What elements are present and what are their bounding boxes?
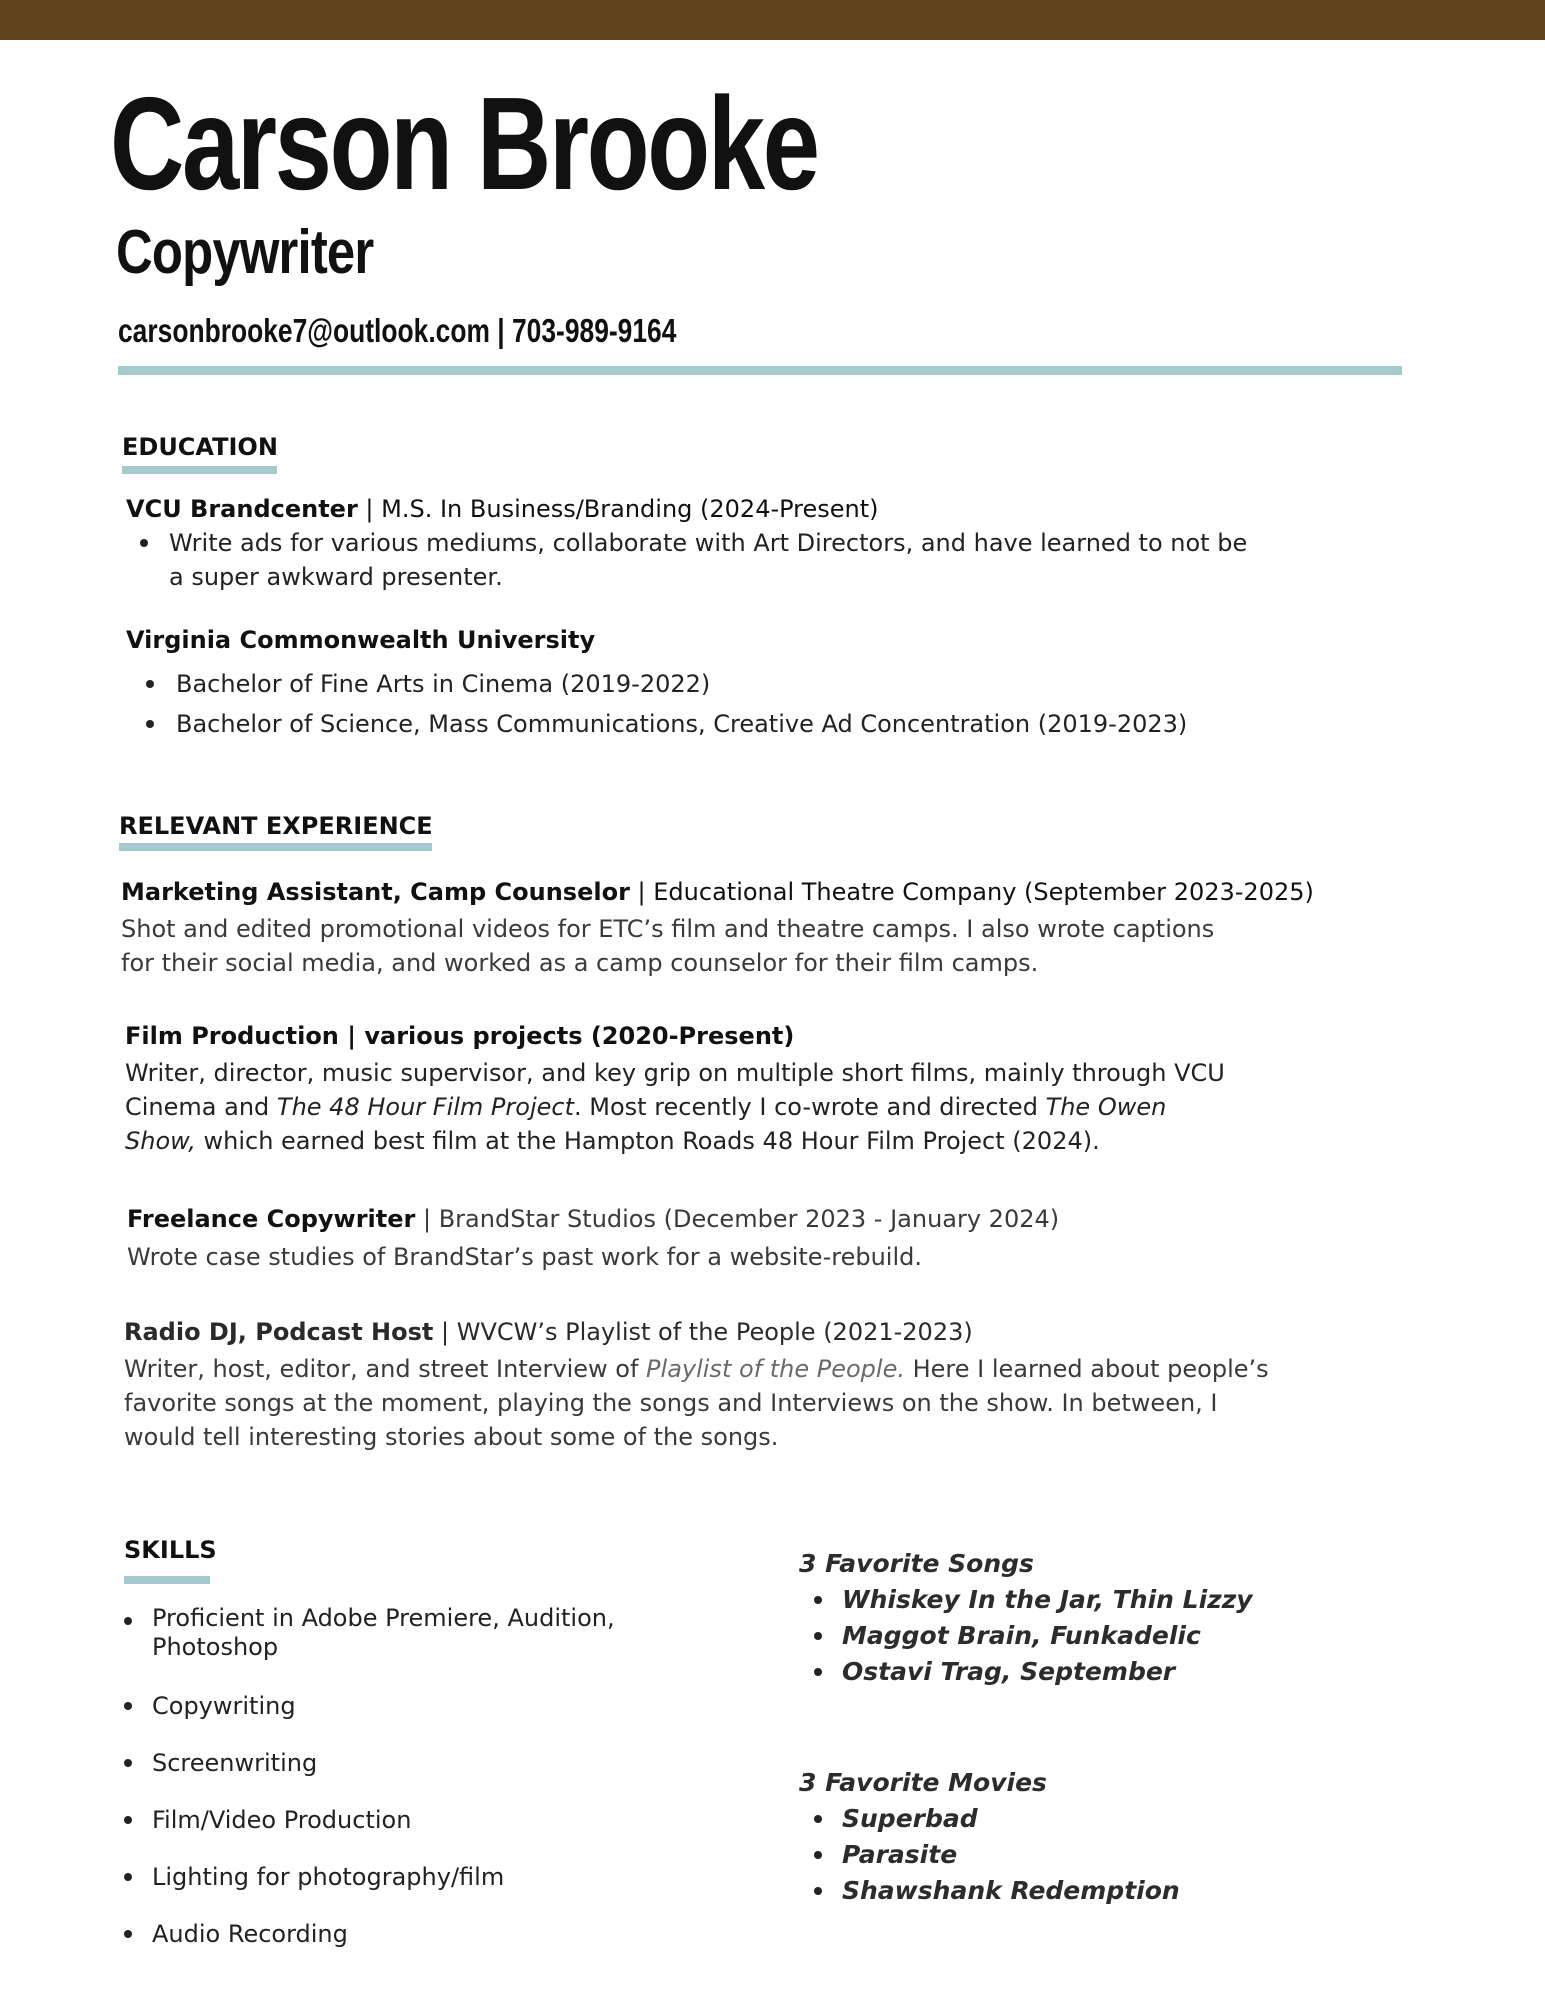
experience-role: Film Production | various projects (2020-Present): [125, 1022, 795, 1050]
skill-item: Copywriting: [152, 1692, 296, 1720]
experience-entry-title: [127, 1207, 1059, 1231]
description-line: [124, 1352, 1269, 1386]
favorite-song-item: Ostavi Trag, September: [842, 1657, 1176, 1686]
experience-role: Freelance Copywriter: [127, 1205, 416, 1233]
skill-item: Film/Video Production: [152, 1806, 412, 1834]
bullet-icon: [146, 680, 154, 688]
degree-detail: | M.S. In Business/Branding (2024-Present): [357, 495, 879, 523]
education-entry-title: [126, 497, 879, 521]
bullet-icon: [814, 1851, 822, 1859]
description-italic-text: Playlist of the People.: [646, 1355, 905, 1383]
bullet-icon: [124, 1702, 132, 1710]
favorite-song-item: Maggot Brain, Funkadelic: [842, 1621, 1201, 1650]
education-heading: EDUCATION: [122, 433, 278, 461]
description-text: which earned best film at the Hampton Roads 48 Hour Film Project (2024).: [195, 1127, 1100, 1155]
skills-heading: SKILLS: [124, 1536, 217, 1564]
favorite-song-item: Whiskey In the Jar, Thin Lizzy: [842, 1585, 1253, 1614]
school-name: VCU Brandcenter: [126, 495, 358, 523]
favorite-movie-item: Parasite: [842, 1840, 958, 1869]
school-name: Virginia Commonwealth University: [126, 626, 596, 654]
skills-underline: [124, 1576, 210, 1584]
skill-item-continuation: Photoshop: [152, 1633, 279, 1661]
education-bullet: Bachelor of Science, Mass Communications, Creative Ad Concentration (2019-2023): [176, 710, 1188, 738]
experience-org: | BrandStar Studios (December 2023 - January 2024): [415, 1205, 1060, 1233]
experience-heading: RELEVANT EXPERIENCE: [119, 812, 433, 840]
experience-description: [127, 1240, 922, 1274]
favorite-movie-item: Shawshank Redemption: [842, 1876, 1180, 1905]
description-line: Wrote case studies of BrandStar’s past work for a website-rebuild.: [127, 1243, 922, 1271]
favorite-movies-heading: 3 Favorite Movies: [799, 1768, 1047, 1797]
description-line: Writer, director, music supervisor, and key grip on multiple short films, mainly through VCU: [125, 1059, 1225, 1087]
description-text: Writer, host, editor, and street Interview of: [124, 1355, 647, 1383]
experience-entry-title: [121, 880, 1314, 904]
contact-info: carsonbrooke7@outlook.com | 703-989-9164: [118, 312, 677, 349]
description-text: . Most recently I co-wrote and directed: [574, 1093, 1046, 1121]
bullet-icon: [146, 720, 154, 728]
education-bullet-continuation: a super awkward presenter.: [169, 563, 503, 591]
bullet-icon: [814, 1596, 822, 1604]
bullet-icon: [814, 1632, 822, 1640]
experience-org: | Educational Theatre Company (September 2023-2025): [629, 878, 1314, 906]
description-line: for their social media, and worked as a camp counselor for their film camps.: [121, 949, 1039, 977]
experience-description: [121, 912, 1214, 980]
experience-description: [124, 1352, 1269, 1454]
education-bullet: Write ads for various mediums, collaborate with Art Directors, and have learned to not be: [169, 529, 1248, 557]
bullet-icon: [124, 1930, 132, 1938]
skill-item: Lighting for photography/film: [152, 1863, 505, 1891]
description-text: Cinema and: [125, 1093, 277, 1121]
bullet-icon: [814, 1815, 822, 1823]
bullet-icon: [814, 1668, 822, 1676]
bullet-icon: [140, 539, 148, 547]
experience-entry-title: [125, 1024, 794, 1048]
experience-underline: [119, 843, 432, 851]
favorite-movie-item: Superbad: [842, 1804, 978, 1833]
bullet-icon: [124, 1759, 132, 1767]
candidate-name: Carson Brooke: [110, 70, 818, 217]
skill-item: Screenwriting: [152, 1749, 318, 1777]
experience-role: Marketing Assistant, Camp Counselor: [121, 878, 630, 906]
description-line: would tell interesting stories about some of the songs.: [124, 1423, 779, 1451]
description-italic-text: The Owen: [1045, 1093, 1167, 1121]
experience-org: | WVCW’s Playlist of the People (2021-2023): [433, 1318, 973, 1346]
experience-role: Radio DJ, Podcast Host: [124, 1318, 434, 1346]
header-divider: [118, 366, 1402, 375]
bullet-icon: [124, 1816, 132, 1824]
skill-item: Proficient in Adobe Premiere, Audition,: [152, 1604, 615, 1632]
experience-entry-title: [124, 1320, 973, 1344]
experience-description: [125, 1056, 1225, 1158]
bullet-icon: [124, 1617, 132, 1625]
education-entry-title: [126, 628, 595, 652]
education-underline: [122, 466, 277, 474]
description-text: Here I learned about people’s: [904, 1355, 1269, 1383]
description-line: Shot and edited promotional videos for ETC’s film and theatre camps. I also wrote captions: [121, 915, 1215, 943]
bullet-icon: [814, 1887, 822, 1895]
description-italic-text: The 48 Hour Film Project: [276, 1093, 574, 1121]
bullet-icon: [124, 1873, 132, 1881]
top-color-bar: [0, 0, 1545, 40]
description-line: [125, 1124, 1225, 1158]
job-title: Copywriter: [116, 218, 374, 287]
education-bullet: Bachelor of Fine Arts in Cinema (2019-2022): [176, 670, 711, 698]
skill-item: Audio Recording: [152, 1920, 348, 1948]
description-line: favorite songs at the moment, playing the songs and Interviews on the show. In between, I: [124, 1389, 1218, 1417]
description-italic-text: Show,: [125, 1127, 196, 1155]
favorite-songs-heading: 3 Favorite Songs: [799, 1549, 1034, 1578]
description-line: [125, 1090, 1225, 1124]
